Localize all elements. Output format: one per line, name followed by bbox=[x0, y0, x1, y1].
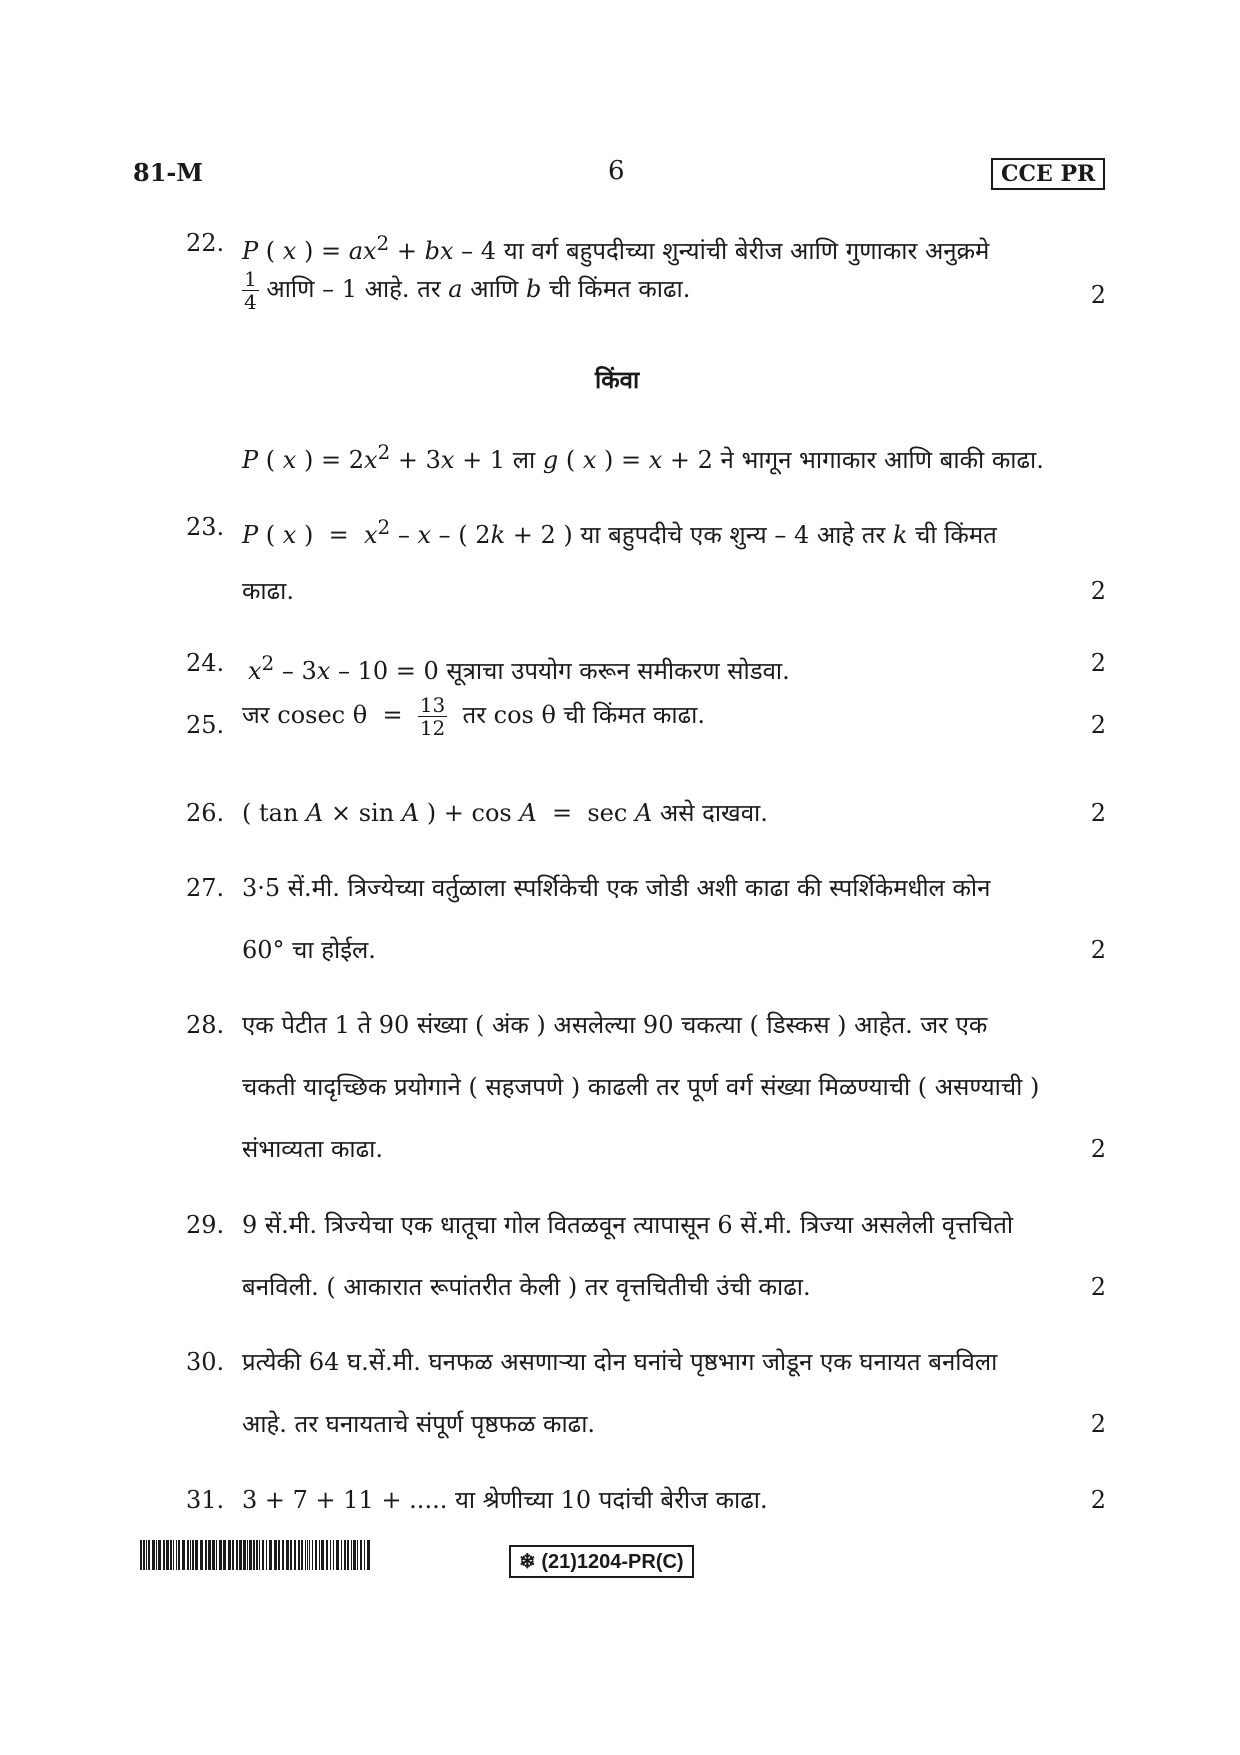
paper-serial-code: ❄ (21)1204-PR(C) bbox=[509, 1545, 694, 1578]
exam-code-box: CCE PR bbox=[991, 158, 1105, 190]
question-text-line-2: चकती यादृच्छिक प्रयोगाने ( सहजपणे ) काढली तर पूर्ण वर्ग संख्या मिळण्याची ( असण्याची ) bbox=[242, 1073, 1040, 1101]
question-number: 22. bbox=[186, 229, 225, 257]
question-marks: 2 bbox=[1090, 577, 1106, 605]
question-number: 31. bbox=[186, 1486, 225, 1514]
question-text: P ( x ) = $ax^2$ + bx – 4 या वर्ग बहुपदीच्या शुन्यांची बेरीज आणि गुणाकार अनुक्रमे bbox=[242, 231, 990, 265]
question-number: 29. bbox=[186, 1211, 225, 1239]
fraction-one-quarter: $\frac{1}{4}$ bbox=[244, 267, 257, 314]
question-number: 28. bbox=[186, 1011, 225, 1039]
or-label: किंवा bbox=[595, 365, 640, 394]
question-text: 9 सें.मी. त्रिज्येचा एक धातूचा गोल वितळवून त्यापासून 6 सें.मी. त्रिज्या असलेली वृत्तचितो bbox=[242, 1211, 1014, 1239]
question-number: 24. bbox=[186, 649, 225, 677]
question-text-line-2: आहे. तर घनायताचे संपूर्ण पृष्ठफळ काढा. bbox=[242, 1410, 596, 1438]
question-text: 3 + 7 + 11 + ..... या श्रेणीच्या 10 पदांची बेरीज काढा. bbox=[242, 1486, 768, 1514]
question-text: ( tan A × sin A ) + cos A = sec A असे दाखवा. bbox=[242, 799, 768, 827]
paper-code: 81-M bbox=[133, 158, 203, 187]
question-text: एक पेटीत 1 ते 90 संख्या ( अंक ) असलेल्या 90 चकत्या ( डिस्कस ) आहेत. जर एक bbox=[242, 1011, 988, 1039]
fraction-13-over-12: $\frac{13}{12}$ bbox=[419, 693, 446, 740]
question-text-line-2: बनविली. ( आकारात रूपांतरीत केली ) तर वृत्तचितीची उंची काढा. bbox=[242, 1273, 811, 1301]
question-text: जर cosec θ = $\frac{13}{12}$ तर cos θ ची किंमत काढा. bbox=[242, 693, 705, 740]
question-marks: 2 bbox=[1090, 1135, 1106, 1163]
question-text: P ( x ) = $x^2$ – x – ( 2k + 2 ) या बहुपदीचे एक शुन्य – 4 आहे तर k ची किंमत bbox=[242, 515, 997, 549]
question-marks: 2 bbox=[1090, 711, 1106, 739]
question-text-line-2: 60° चा होईल. bbox=[242, 936, 376, 964]
question-text: $x^2 - 3x - 10 = 0$ सूत्राचा उपयोग करून समीकरण सोडवा. bbox=[248, 651, 790, 685]
barcode bbox=[140, 1540, 370, 1570]
question-text: प्रत्येकी 64 घ.सें.मी. घनफळ असणाऱ्या दोन घनांचे पृष्ठभाग जोडून एक घनायत बनविला bbox=[242, 1348, 998, 1376]
question-marks: 2 bbox=[1090, 1410, 1106, 1438]
question-marks: 2 bbox=[1090, 281, 1106, 309]
page-number: 6 bbox=[608, 156, 625, 186]
question-number: 25. bbox=[186, 711, 225, 739]
question-marks: 2 bbox=[1090, 936, 1106, 964]
question-text: 3·5 सें.मी. त्रिज्येच्या वर्तुळाला स्पर्शिकेची एक जोडी अशी काढा की स्पर्शिकेमधील कोन bbox=[242, 874, 991, 902]
question-number: 27. bbox=[186, 874, 225, 902]
question-22-alternative: P ( x ) = $2x^2 + 3x + 1$ ला g ( x ) = x + 2 ने भागून भागाकार आणि बाकी काढा. bbox=[242, 440, 1044, 474]
question-number: 23. bbox=[186, 513, 225, 541]
question-text-line-2: $\frac{1}{4}$ आणि – 1 आहे. तर a आणि b ची किंमत काढा. bbox=[244, 267, 691, 314]
question-text-line-3: संभाव्यता काढा. bbox=[242, 1135, 383, 1163]
question-marks: 2 bbox=[1090, 649, 1106, 677]
question-number: 30. bbox=[186, 1348, 225, 1376]
question-marks: 2 bbox=[1090, 799, 1106, 827]
question-marks: 2 bbox=[1090, 1273, 1106, 1301]
question-text-line-2: काढा. bbox=[242, 577, 295, 605]
question-number: 26. bbox=[186, 799, 225, 827]
question-marks: 2 bbox=[1090, 1486, 1106, 1514]
